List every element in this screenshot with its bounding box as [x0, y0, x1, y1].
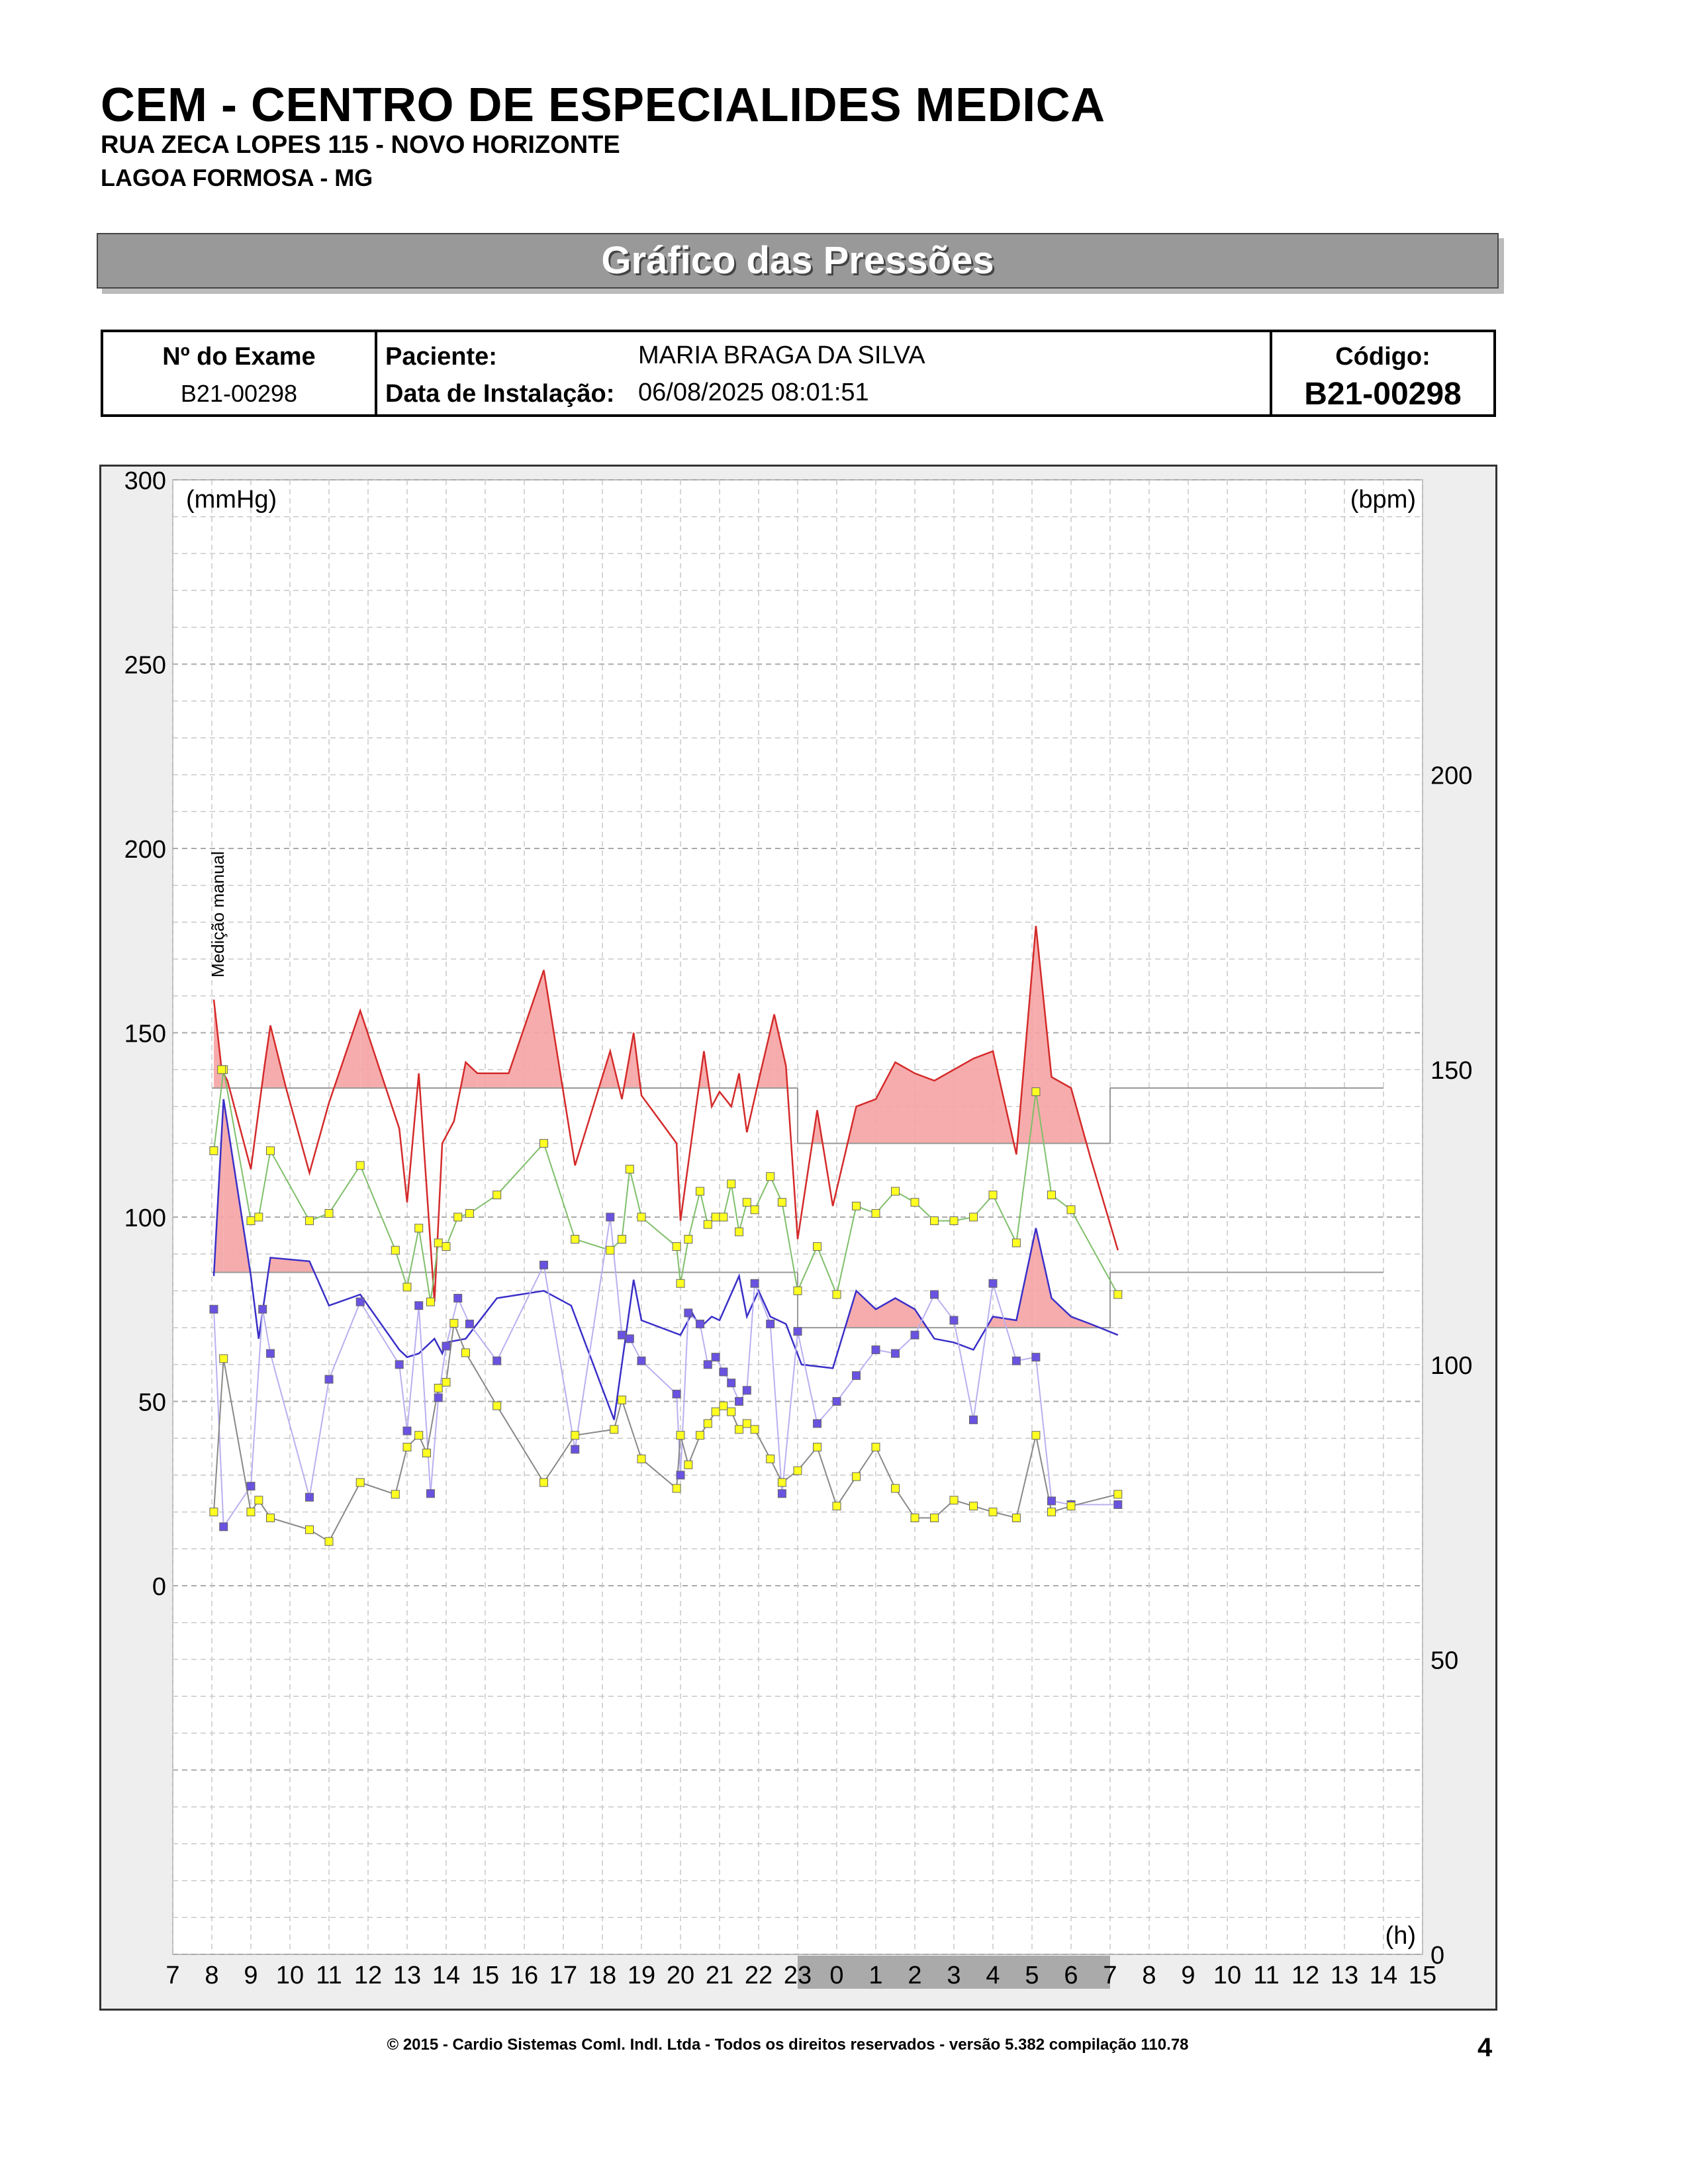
- x-tick-label: 7: [1103, 1962, 1117, 1989]
- mean-pressure-point: [415, 1224, 423, 1232]
- heart-rate-point: [450, 1319, 458, 1327]
- x-tick-label: 12: [353, 1962, 383, 1989]
- heart-rate-point: [1032, 1432, 1040, 1439]
- x-tick-label: 16: [510, 1962, 539, 1989]
- mean-pressure-point: [434, 1239, 442, 1247]
- heart-rate-point: [462, 1349, 470, 1357]
- x-tick-label: 20: [666, 1962, 695, 1989]
- diastolic-reading-point: [403, 1427, 411, 1435]
- mean-pressure-point: [696, 1187, 704, 1195]
- systolic-excess-area: [896, 1062, 915, 1144]
- heart-rate-point: [743, 1420, 751, 1428]
- diastolic-reading-point: [325, 1375, 333, 1383]
- heart-rate-point: [434, 1384, 442, 1392]
- heart-rate-point: [720, 1402, 727, 1410]
- mean-pressure-point: [727, 1180, 735, 1188]
- mean-pressure-point: [853, 1202, 861, 1210]
- x-tick-label: 3: [947, 1962, 961, 1989]
- x-tick-label: 0: [829, 1962, 844, 1989]
- x-tick-label: 19: [627, 1962, 656, 1989]
- clinic-name: CEM - CENTRO DE ESPECIALIDES MEDICA: [101, 79, 1105, 132]
- heart-rate-point: [853, 1473, 861, 1480]
- heart-rate-point: [735, 1426, 743, 1433]
- diastolic-reading-point: [751, 1279, 759, 1287]
- exam-number-label: Nº do Exame: [162, 343, 316, 371]
- diastolic-reading-point: [247, 1482, 255, 1490]
- patient-label: Paciente:: [385, 343, 497, 371]
- heart-rate-point: [794, 1467, 802, 1475]
- mean-pressure-point: [950, 1217, 958, 1225]
- mean-pressure-point: [247, 1217, 255, 1225]
- y-tick-right: 50: [1430, 1647, 1459, 1675]
- heart-rate-point: [684, 1461, 692, 1469]
- diastolic-reading-point: [778, 1490, 786, 1498]
- diastolic-reading-point: [767, 1320, 774, 1328]
- x-tick-label: 13: [1330, 1962, 1359, 1989]
- x-tick-label: 21: [705, 1962, 734, 1989]
- diastolic-reading-point: [465, 1320, 473, 1328]
- mean-pressure-point: [778, 1199, 786, 1206]
- diastolic-reading-point: [720, 1368, 727, 1376]
- heart-rate-point: [610, 1426, 618, 1433]
- heart-rate-point: [704, 1420, 712, 1428]
- systolic-excess-area: [935, 1069, 955, 1143]
- diastolic-reading-point: [493, 1357, 501, 1365]
- heart-rate-point: [415, 1432, 423, 1439]
- x-tick-label: 14: [1369, 1962, 1398, 1989]
- copyright-footer: © 2015 - Cardio Sistemas Coml. Indl. Ltda - Todos os direitos reservados - versão 5.382 compilação 110.78: [387, 2036, 1189, 2054]
- x-tick-label: 11: [316, 1962, 342, 1989]
- mean-pressure-point: [606, 1246, 614, 1254]
- x-tick-label: 18: [588, 1962, 617, 1989]
- diastolic-reading-point: [1012, 1357, 1020, 1365]
- heart-rate-point: [540, 1479, 548, 1486]
- clinic-city: LAGOA FORMOSA - MG: [101, 164, 373, 191]
- diastolic-reading-point: [931, 1291, 939, 1298]
- heart-rate-point: [618, 1396, 626, 1404]
- diastolic-reading-point: [735, 1398, 743, 1406]
- page-number: 4: [1477, 2033, 1493, 2062]
- mean-pressure-point: [325, 1209, 333, 1217]
- mean-pressure-point: [626, 1165, 633, 1173]
- diastolic-reading-point: [727, 1379, 735, 1387]
- x-tick-label: 1: [868, 1962, 883, 1989]
- heart-rate-point: [767, 1455, 774, 1463]
- x-tick-label: 9: [1181, 1962, 1196, 1989]
- x-tick-label: 10: [1213, 1962, 1242, 1989]
- mean-pressure-point: [814, 1243, 821, 1251]
- diastolic-reading-point: [989, 1279, 997, 1287]
- heart-rate-point: [247, 1508, 255, 1516]
- exam-info-table: [101, 330, 1496, 417]
- mean-pressure-point: [735, 1228, 743, 1236]
- diastolic-reading-point: [637, 1357, 645, 1365]
- heart-rate-point: [210, 1508, 218, 1516]
- y-tick-left: 50: [138, 1388, 166, 1417]
- heart-rate-point: [325, 1537, 333, 1545]
- exam-number-value: B21-00298: [180, 380, 298, 407]
- diastolic-reading-point: [696, 1320, 704, 1328]
- section-title: Gráfico das Pressões: [601, 239, 994, 282]
- x-tick-label: 15: [471, 1962, 500, 1989]
- mean-pressure-point: [833, 1291, 841, 1298]
- diastolic-reading-point: [833, 1398, 841, 1406]
- mean-pressure-point: [454, 1213, 462, 1221]
- diastolic-reading-point: [571, 1445, 579, 1453]
- x-tick-label: 13: [393, 1962, 422, 1989]
- heart-rate-point: [673, 1484, 680, 1492]
- left-axis-label: (mmHg): [186, 486, 277, 514]
- diastolic-reading-point: [267, 1349, 275, 1357]
- mean-pressure-point: [677, 1279, 684, 1287]
- right-axis-label: (bpm): [1350, 486, 1416, 514]
- diastolic-reading-point: [743, 1387, 751, 1394]
- diastolic-reading-point: [306, 1493, 314, 1501]
- diastolic-reading-point: [626, 1335, 633, 1343]
- y-tick-left: 100: [124, 1205, 166, 1232]
- heart-rate-point: [1114, 1490, 1122, 1498]
- diastolic-reading-point: [970, 1416, 978, 1424]
- mean-pressure-point: [255, 1213, 263, 1221]
- systolic-excess-area: [974, 1051, 994, 1143]
- diastolic-reading-point: [950, 1316, 958, 1324]
- systolic-excess-area: [477, 1073, 508, 1088]
- mean-pressure-point: [1067, 1206, 1075, 1214]
- diastolic-reading-point: [1114, 1500, 1122, 1508]
- heart-rate-point: [696, 1432, 704, 1439]
- code-cell: [1272, 332, 1493, 414]
- x-tick-label: 8: [1142, 1962, 1156, 1989]
- y-tick-left: 0: [152, 1573, 166, 1601]
- heart-rate-point: [677, 1432, 684, 1439]
- diastolic-reading-point: [673, 1390, 680, 1398]
- heart-rate-point: [403, 1443, 411, 1451]
- heart-rate-point: [571, 1432, 579, 1439]
- mean-pressure-point: [391, 1246, 399, 1254]
- exam-number-cell: [103, 332, 377, 414]
- mean-pressure-point: [892, 1187, 900, 1195]
- code-value: B21-00298: [1304, 377, 1462, 412]
- mean-pressure-point: [540, 1140, 548, 1148]
- heart-rate-point: [892, 1484, 900, 1492]
- mean-pressure-point: [743, 1199, 751, 1206]
- mean-pressure-point: [989, 1191, 997, 1199]
- diastolic-reading-point: [911, 1331, 919, 1339]
- x-tick-label: 12: [1291, 1962, 1320, 1989]
- heart-rate-point: [751, 1426, 759, 1433]
- mean-pressure-point: [704, 1220, 712, 1228]
- mean-pressure-point: [673, 1243, 680, 1251]
- heart-rate-point: [970, 1502, 978, 1510]
- y-tick-left: 300: [124, 467, 166, 495]
- mean-pressure-point: [1048, 1191, 1056, 1199]
- x-tick-label: 17: [549, 1962, 578, 1989]
- pressure-chart: [101, 467, 1495, 2009]
- mean-pressure-point: [442, 1243, 450, 1251]
- mean-pressure-point: [1012, 1239, 1020, 1247]
- diastolic-reading-point: [892, 1349, 900, 1357]
- diastolic-reading-point: [434, 1394, 442, 1402]
- heart-rate-point: [833, 1502, 841, 1510]
- y-tick-right: 0: [1430, 1942, 1445, 1970]
- x-tick-label: 22: [744, 1962, 773, 1989]
- mean-pressure-point: [767, 1173, 774, 1181]
- diastolic-reading-point: [1048, 1497, 1056, 1505]
- heart-rate-point: [220, 1355, 228, 1363]
- mean-pressure-point: [267, 1147, 275, 1155]
- diastolic-reading-point: [606, 1213, 614, 1221]
- heart-rate-point: [356, 1479, 364, 1486]
- diastolic-reading-point: [259, 1305, 267, 1313]
- diastolic-reading-point: [853, 1372, 861, 1380]
- x-tick-label: 6: [1064, 1962, 1078, 1989]
- mean-pressure-point: [306, 1217, 314, 1225]
- diastolic-reading-point: [220, 1523, 228, 1531]
- x-tick-label: 14: [432, 1962, 461, 1989]
- x-tick-label: 2: [908, 1962, 922, 1989]
- mean-pressure-point: [970, 1213, 978, 1221]
- section-title-bar: [97, 233, 1499, 289]
- manual-reading-point: [210, 1147, 218, 1155]
- patient-name: MARIA BRAGA DA SILVA: [638, 341, 925, 369]
- diastolic-reading-point: [677, 1471, 684, 1479]
- heart-rate-point: [255, 1496, 263, 1504]
- heart-rate-point: [391, 1490, 399, 1498]
- diastolic-reading-point: [814, 1420, 821, 1428]
- clinic-address: RUA ZECA LOPES 115 - NOVO HORIZONTE: [101, 131, 620, 159]
- diastolic-reading-point: [210, 1305, 218, 1313]
- chart-frame: [99, 465, 1497, 2011]
- mean-pressure-point: [794, 1287, 802, 1295]
- heart-rate-point: [950, 1496, 958, 1504]
- mean-pressure-point: [911, 1199, 919, 1206]
- diastolic-reading-point: [442, 1342, 450, 1350]
- mean-pressure-point: [872, 1209, 880, 1217]
- diastolic-reading-point: [356, 1298, 364, 1306]
- x-tick-label: 7: [165, 1962, 180, 1989]
- diastolic-reading-point: [415, 1302, 423, 1310]
- y-tick-left: 200: [124, 836, 166, 864]
- y-tick-right: 100: [1430, 1351, 1473, 1380]
- diastolic-reading-point: [395, 1361, 403, 1369]
- diastolic-reading-point: [540, 1261, 548, 1269]
- heart-rate-point: [814, 1443, 821, 1451]
- systolic-excess-area: [915, 1073, 935, 1144]
- heart-rate-point: [727, 1408, 735, 1416]
- y-tick-right: 150: [1430, 1057, 1473, 1085]
- heart-rate-point: [637, 1455, 645, 1463]
- x-axis-unit-label: (h): [1385, 1922, 1416, 1950]
- mean-pressure-point: [493, 1191, 501, 1199]
- mean-pressure-point: [931, 1217, 939, 1225]
- x-tick-label: 15: [1408, 1962, 1437, 1989]
- x-tick-label: 5: [1025, 1962, 1039, 1989]
- install-date-value: 06/08/2025 08:01:51: [638, 379, 869, 406]
- mean-pressure-point: [712, 1213, 720, 1221]
- heart-rate-point: [778, 1479, 786, 1486]
- mean-pressure-point: [751, 1206, 759, 1214]
- heart-rate-point: [267, 1514, 275, 1522]
- diastolic-reading-point: [1032, 1353, 1040, 1361]
- diastolic-reading-point: [704, 1361, 712, 1369]
- mean-pressure-point: [720, 1213, 727, 1221]
- heart-rate-point: [423, 1449, 431, 1457]
- mean-pressure-point: [356, 1161, 364, 1169]
- diastolic-reading-point: [794, 1328, 802, 1336]
- mean-pressure-point: [465, 1209, 473, 1217]
- mean-pressure-point: [618, 1235, 626, 1243]
- mean-pressure-point: [1114, 1291, 1122, 1298]
- manual-reading-point: [218, 1066, 226, 1073]
- x-tick-label: 4: [986, 1962, 1000, 1989]
- y-tick-right: 200: [1430, 762, 1473, 790]
- diastolic-reading-point: [426, 1490, 434, 1498]
- x-tick-label: 23: [783, 1962, 812, 1989]
- heart-rate-point: [989, 1508, 997, 1516]
- mean-pressure-point: [684, 1235, 692, 1243]
- systolic-excess-area: [954, 1059, 974, 1144]
- heart-rate-point: [306, 1525, 314, 1533]
- heart-rate-point: [1067, 1502, 1075, 1510]
- mean-pressure-point: [1032, 1088, 1040, 1096]
- manual-measurement-annotation: Medição manual: [207, 851, 228, 978]
- heart-rate-point: [442, 1379, 450, 1387]
- diastolic-reading-point: [872, 1346, 880, 1354]
- y-tick-left: 150: [124, 1020, 166, 1048]
- install-date-label: Data de Instalação:: [385, 380, 615, 408]
- heart-rate-point: [931, 1514, 939, 1522]
- x-tick-label: 10: [275, 1962, 305, 1989]
- heart-rate-point: [1012, 1514, 1020, 1522]
- heart-rate-point: [493, 1402, 501, 1410]
- diastolic-reading-point: [684, 1309, 692, 1317]
- diastolic-reading-point: [618, 1331, 626, 1339]
- heart-rate-point: [712, 1408, 720, 1416]
- y-tick-left: 250: [124, 651, 166, 680]
- mean-pressure-point: [637, 1213, 645, 1221]
- patient-cell: [377, 332, 1272, 414]
- x-tick-label: 8: [205, 1962, 219, 1989]
- mean-pressure-point: [426, 1298, 434, 1306]
- code-label: Código:: [1335, 343, 1430, 371]
- mean-pressure-point: [403, 1283, 411, 1291]
- heart-rate-point: [1048, 1508, 1056, 1516]
- heart-rate-point: [911, 1514, 919, 1522]
- diastolic-reading-point: [454, 1295, 462, 1302]
- heart-rate-point: [872, 1443, 880, 1451]
- mean-pressure-point: [571, 1235, 579, 1243]
- x-tick-label: 9: [244, 1962, 258, 1989]
- x-tick-label: 11: [1253, 1962, 1280, 1989]
- diastolic-reading-point: [712, 1353, 720, 1361]
